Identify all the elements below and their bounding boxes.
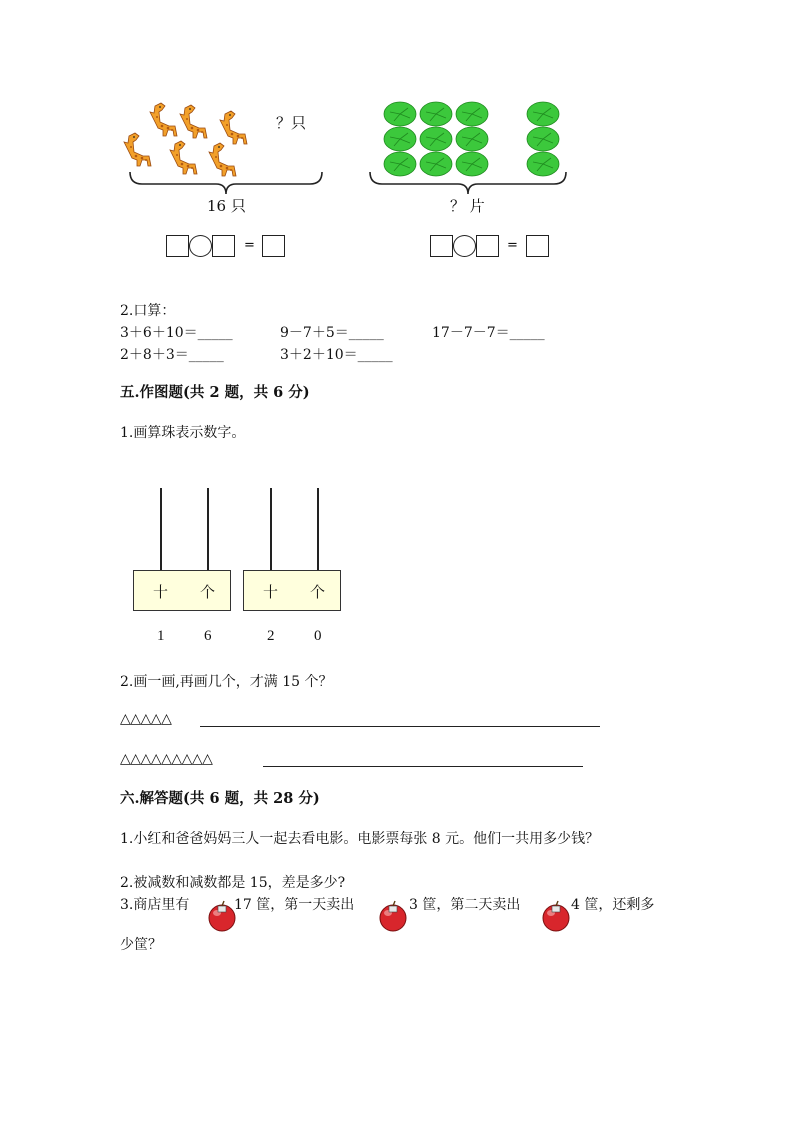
triangles-row-1: △△△△△ xyxy=(120,711,172,727)
abacus1-ones-label: 个 xyxy=(200,583,216,601)
answer-box-4[interactable] xyxy=(430,235,453,257)
leaf-question-label: ？ 片 xyxy=(450,197,485,215)
section5-q1-title: 1.画算珠表示数字。 xyxy=(120,425,246,441)
left-brace xyxy=(128,170,324,196)
operator-circle-1[interactable] xyxy=(189,235,212,257)
giraffe-total-label: 16 只 xyxy=(207,197,246,215)
abacus2-ones-label: 个 xyxy=(310,583,326,601)
abacus1-tens-value: 1 xyxy=(157,628,165,644)
section5-q2-title: 2.画一画,再画几个，才满 15 个？ xyxy=(120,674,333,690)
abacus1-ones-value: 6 xyxy=(204,628,212,644)
section6-q1: 1.小红和爸爸妈妈三人一起去看电影。电影票每张 8 元。他们一共用多少钱？ xyxy=(120,831,600,847)
section6-title: 六.解答题(共 6 题，共 28 分) xyxy=(120,790,320,807)
equals-sign-2: = xyxy=(507,238,518,253)
section5-title: 五.作图题(共 2 题，共 6 分) xyxy=(120,384,310,401)
equals-sign-1: = xyxy=(244,238,255,253)
section6-q3-part1: 3.商店里有 xyxy=(120,897,190,913)
abacus1-tens-label: 十 xyxy=(153,583,169,601)
triangles-row-2: △△△△△△△△△ xyxy=(120,751,213,767)
q2-title: 2.口算： xyxy=(120,303,176,319)
section6-q3-part4: 4 筐，还剩多 xyxy=(571,897,655,913)
answer-box-2[interactable] xyxy=(212,235,235,257)
answer-box-6[interactable] xyxy=(526,235,549,257)
calc-item-2: 9－7＋5＝_____ xyxy=(280,325,384,341)
answer-box-3[interactable] xyxy=(262,235,285,257)
right-brace xyxy=(368,170,568,196)
abacus1-ones-rod xyxy=(207,488,209,571)
answer-box-1[interactable] xyxy=(166,235,189,257)
abacus1-tens-rod xyxy=(160,488,162,571)
calc-item-1: 3＋6＋10＝_____ xyxy=(120,325,233,341)
calc-item-5: 3＋2＋10＝_____ xyxy=(280,347,393,363)
abacus1-base xyxy=(133,570,231,611)
operator-circle-2[interactable] xyxy=(453,235,476,257)
calc-item-3: 17－7－7＝_____ xyxy=(432,325,545,341)
abacus2-tens-value: 2 xyxy=(267,628,275,644)
abacus2-tens-label: 十 xyxy=(263,583,279,601)
section6-q3-part2: 17 筐，第一天卖出 xyxy=(234,897,355,913)
abacus2-ones-value: 0 xyxy=(314,628,322,644)
section6-q2: 2.被减数和减数都是 15，差是多少? xyxy=(120,875,346,891)
section6-q3-part3: 3 筐，第二天卖出 xyxy=(409,897,521,913)
abacus2-ones-rod xyxy=(317,488,319,571)
section6-q3-part5: 少筐？ xyxy=(120,937,162,953)
answer-box-5[interactable] xyxy=(476,235,499,257)
calc-item-4: 2＋8＋3＝_____ xyxy=(120,347,224,363)
abacus2-tens-rod xyxy=(270,488,272,571)
apple-icon xyxy=(377,900,409,932)
giraffe-question-label: ？只 xyxy=(276,114,307,132)
apple-icon xyxy=(540,900,572,932)
answer-line-1[interactable] xyxy=(200,726,600,727)
answer-line-2[interactable] xyxy=(263,766,583,767)
abacus2-base xyxy=(243,570,341,611)
